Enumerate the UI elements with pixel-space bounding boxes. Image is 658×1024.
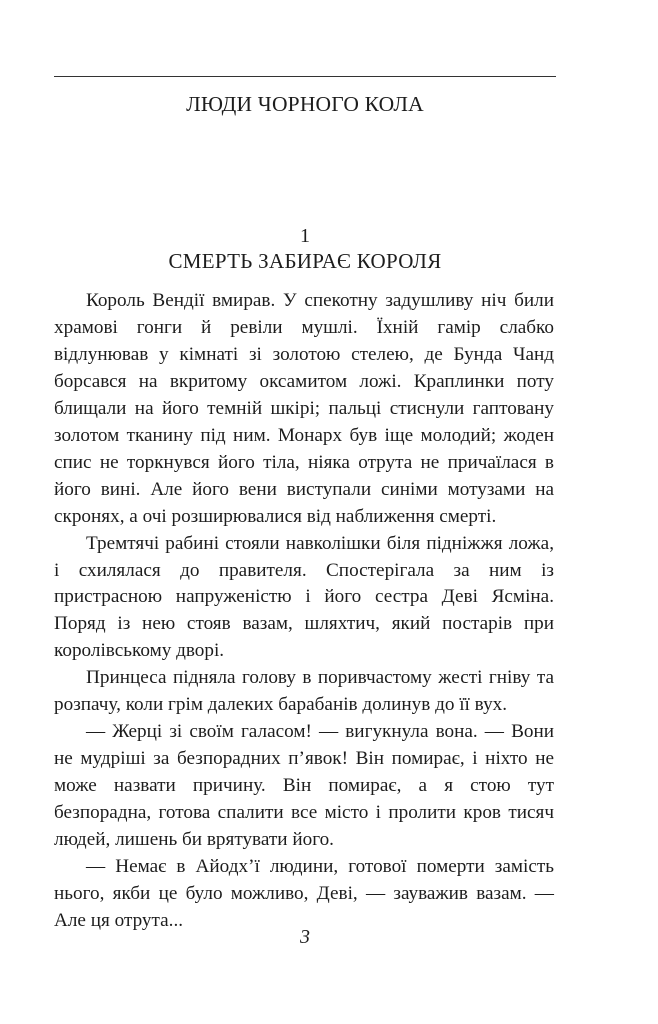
paragraph: — Жерці зі своїм галасом! — вигукнула вона. — Вони не мудріші за безпорадних п’явок! Він помирає, і ніхто не може назвати причину. Він помирає, а я стою тут безпорадна, готова спалити все місто і пролити кров тисяч людей, лишень би врятувати його. [54,721,554,851]
paragraph: Принцеса підняла голову в поривчастому жесті гніву та розпачу, коли грім далеких барабанів долинув до її вух. [54,667,554,716]
header-rule [54,76,556,77]
body-text [54,288,554,935]
chapter-number: 1 [300,225,310,247]
chapter-title: СМЕРТЬ ЗАБИРАЄ КОРОЛЯ [168,249,442,273]
running-head: ЛЮДИ ЧОРНОГО КОЛА [186,92,424,116]
page-number: 3 [300,926,310,948]
paragraph: — Немає в Айодх’ї людини, готової померти замість нього, якби це було можливо, Деві, — зауважив вазам. — Але ця отрута... [54,856,554,931]
paragraph: Король Вендії вмирав. У спекотну задушливу ніч били храмові гонги й ревіли мушлі. Їхній гамір слабко відлунював у кімнаті зі золотою стелею, де Бунда Чанд борсався на вкритому оксамитом ложі. Краплинки поту блищали на його темній шкірі; пальці стиснули гаптовану золотом тканину під ним. Монарх був іще молодий; жоден спис не торкнувся його тіла, ніяка отрута не причаїлася в його вині. Але його вени виступали синіми мотузами на скронях, а очі розширювалися від наближення смерті. [54,290,554,527]
paragraph: Тремтячі рабині стояли навколішки біля підніжжя ложа, і схилялася до правителя. Спостерігала за ним із пристрасною напруженістю і його сестра Деві Ясміна. Поряд із нею стояв вазам, шляхтич, який постарів при королівському дворі. [54,532,554,662]
